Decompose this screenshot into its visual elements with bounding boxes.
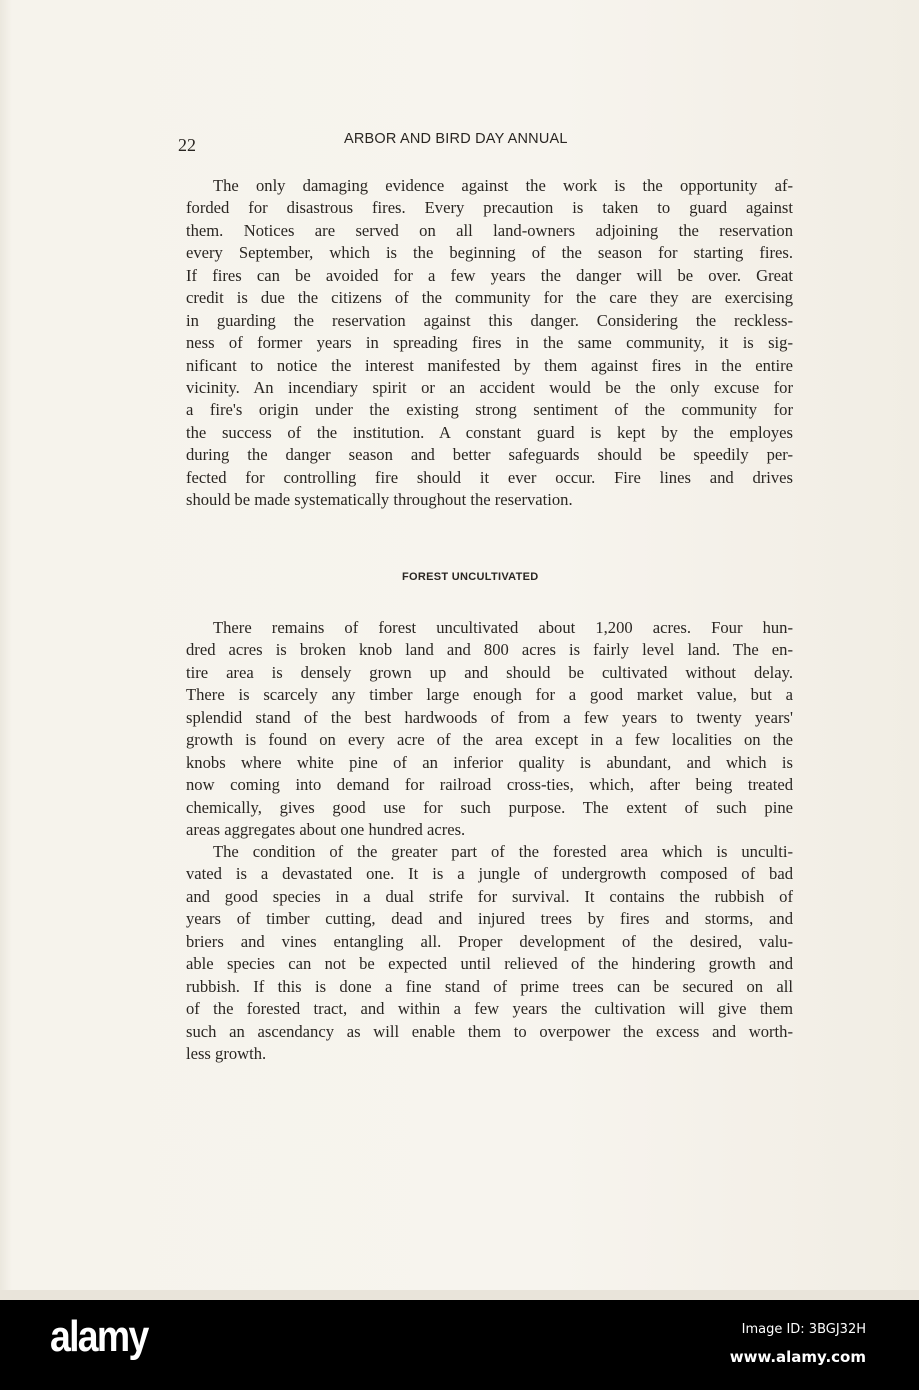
text-line: splendid stand of the best hardwoods of from a few years to twenty years' bbox=[186, 707, 793, 727]
text-line: The only damaging evidence against the work is the opportunity af- bbox=[213, 176, 793, 195]
text-line: nificant to notice the interest manifested by them against fires in the entire bbox=[186, 355, 793, 375]
text-line: less growth. bbox=[186, 1043, 267, 1063]
text-line: them. Notices are served on all land-owners adjoining the reservation bbox=[186, 220, 793, 240]
text-line: areas aggregates about one hundred acres. bbox=[186, 819, 466, 839]
text-line: dred acres is broken knob land and 800 acres is fairly level land. The en- bbox=[186, 640, 793, 660]
text-line: of the forested tract, and within a few years the cultivation will give them bbox=[186, 999, 793, 1019]
text-line: knobs where white pine of an inferior quality is abundant, and which is bbox=[186, 752, 793, 772]
text-line: such an ascendancy as will enable them to overpower the excess and worth- bbox=[186, 1021, 793, 1041]
text-line: able species can not be expected until relieved of the hindering growth and bbox=[186, 954, 793, 974]
text-line: forded for disastrous fires. Every precaution is taken to guard against bbox=[186, 198, 793, 218]
text-line: during the danger season and better safeguards should be speedily per- bbox=[186, 445, 793, 465]
running-head: ARBOR AND BIRD DAY ANNUAL bbox=[344, 131, 568, 147]
text-line: now coming into demand for railroad cross-ties, which, after being treated bbox=[186, 775, 793, 795]
text-line: The condition of the greater part of the forested area which is unculti- bbox=[213, 842, 793, 861]
page-number: 22 bbox=[178, 135, 196, 155]
text-line: tire area is densely grown up and should be cultivated without delay. bbox=[186, 662, 793, 682]
text-line: should be made systematically throughout the reservation. bbox=[186, 490, 573, 510]
text-line: a fire's origin under the existing strong sentiment of the community for bbox=[186, 400, 793, 420]
text-line: vated is a devastated one. It is a jungle of undergrowth composed of bad bbox=[186, 864, 793, 884]
paragraph-3 bbox=[186, 841, 793, 1065]
text-line: chemically, gives good use for such purpose. The extent of such pine bbox=[186, 797, 793, 817]
section-heading: FOREST UNCULTIVATED bbox=[402, 571, 539, 583]
text-line: years of timber cutting, dead and injured trees by fires and storms, and bbox=[186, 909, 793, 929]
text-line: fected for controlling fire should it ever occur. Fire lines and drives bbox=[186, 467, 793, 487]
text-line: the success of the institution. A constant guard is kept by the employes bbox=[186, 422, 793, 442]
text-line: vicinity. An incendiary spirit or an accident would be the only excuse for bbox=[186, 377, 793, 397]
text-line: every September, which is the beginning of the season for starting fires. bbox=[186, 243, 793, 263]
text-line: ness of former years in spreading fires in the same community, it is sig- bbox=[186, 333, 793, 353]
alamy-logo: alamy bbox=[50, 1312, 148, 1361]
text-line: growth is found on every acre of the area except in a few localities on the bbox=[186, 730, 793, 750]
image-id: Image ID: 3BGJ32H bbox=[741, 1322, 866, 1337]
text-line: There is scarcely any timber large enough for a good market value, but a bbox=[186, 685, 793, 705]
text-line: There remains of forest uncultivated about 1,200 acres. Four hun- bbox=[213, 618, 793, 637]
watermark-url: www.alamy.com bbox=[729, 1348, 866, 1366]
text-line: and good species in a dual strife for survival. It contains the rubbish of bbox=[186, 886, 793, 906]
text-line: briers and vines entangling all. Proper development of the desired, valu- bbox=[186, 931, 793, 951]
paragraph-2 bbox=[186, 617, 793, 841]
text-line: in guarding the reservation against this danger. Considering the reckless- bbox=[186, 310, 793, 330]
text-line: rubbish. If this is done a fine stand of prime trees can be secured on all bbox=[186, 976, 793, 996]
text-line: If fires can be avoided for a few years the danger will be over. Great bbox=[186, 265, 793, 285]
text-line: credit is due the citizens of the community for the care they are exercising bbox=[186, 288, 793, 308]
watermark-bar bbox=[0, 1300, 919, 1390]
page-edge bbox=[0, 1290, 919, 1300]
paragraph-1 bbox=[186, 175, 793, 512]
